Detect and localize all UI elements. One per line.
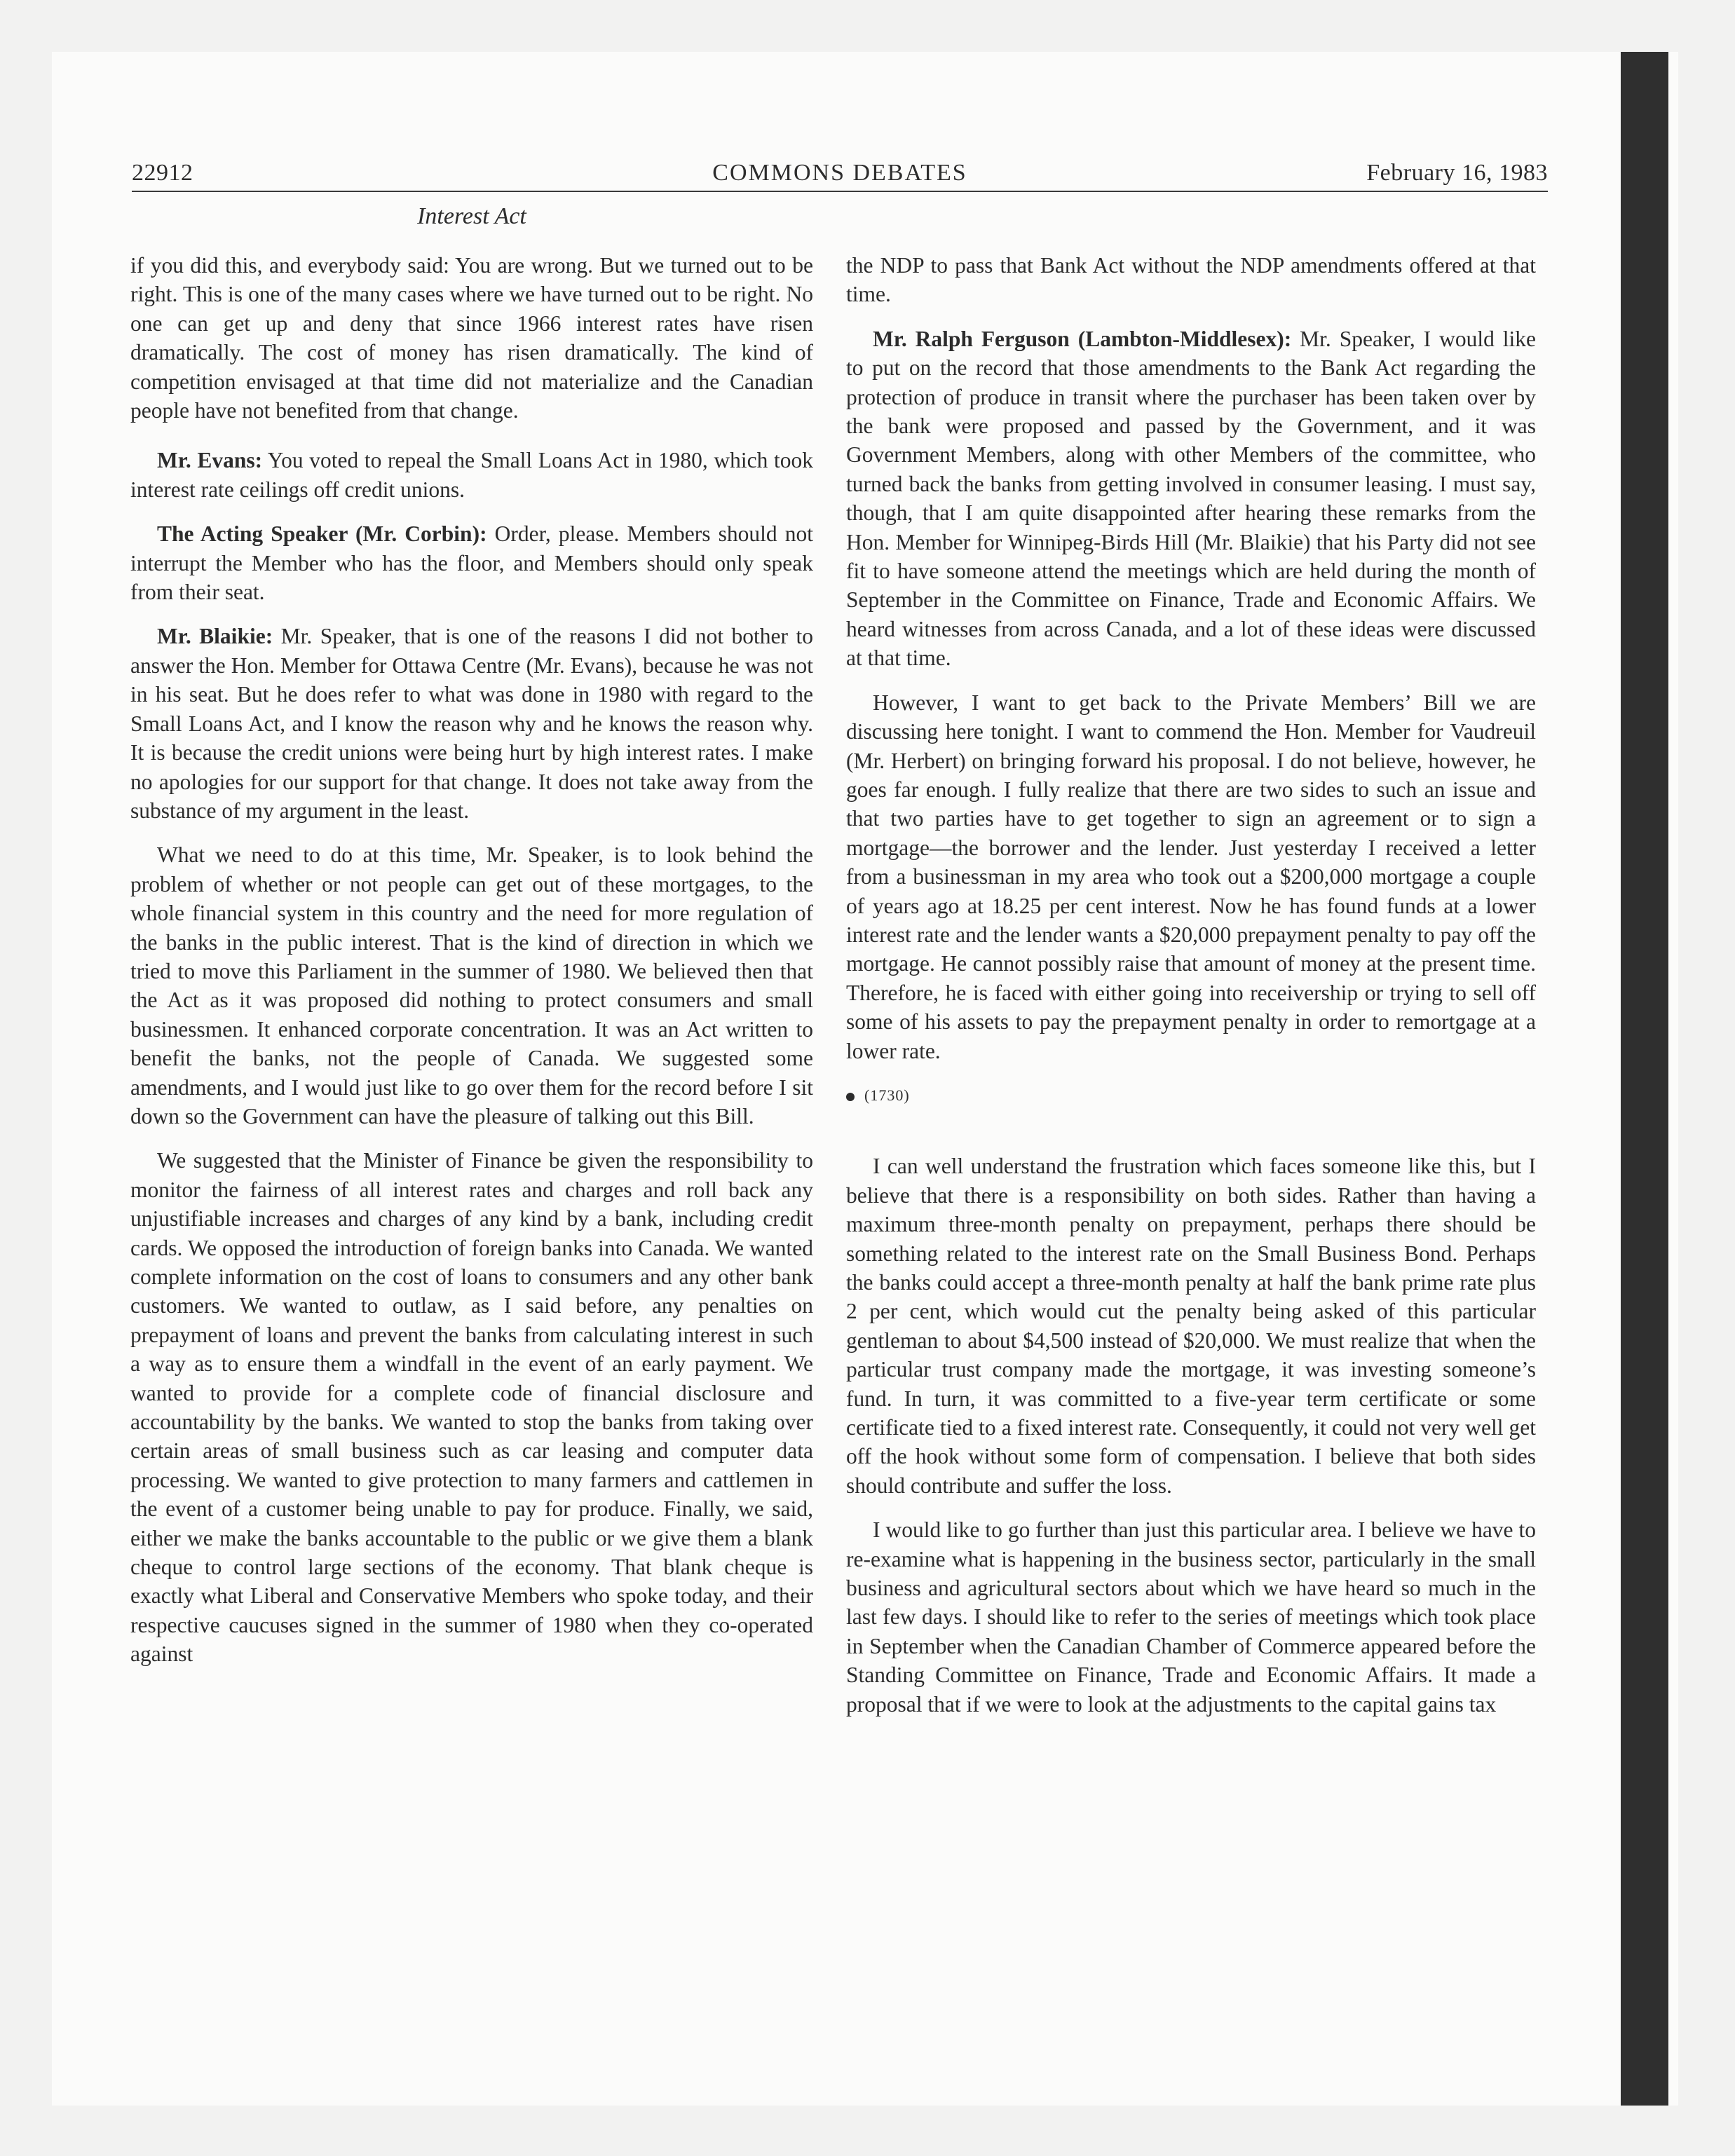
scan-edge-shadow — [1621, 52, 1668, 2106]
paragraph: What we need to do at this time, Mr. Speaker, is to look behind the problem of whether or not people can get out of these mortgages, to the whole financial system in this country and the need for more regulation of the banks in the public interest. That is the kind of direction in which we tried to move this Parliament in the summer of 1980. We believed then that the Act as it was proposed did nothing to protect consumers and small businessmen. It enhanced corporate concentration. It was an Act written to benefit the banks, not the people of Canada. We suggested some amendments, and I would just like to go over them for the record before I sit down so the Government can have the pleasure of talking out this Bill. — [130, 842, 813, 1128]
time-marker-text: (1730) — [864, 1086, 910, 1104]
page-number: 22912 — [132, 160, 193, 186]
paragraph: We suggested that the Minister of Finance be given the responsibility to monitor the fairness of all interest rates and charges and roll back any unjustifiable increases and charges of any kind by a bank, including credit cards. We opposed the introduction of foreign banks into Canada. We wanted complete information on the cost of loans to consumers and any other bank customers. We wanted to outlaw, as I said before, any penalties on prepayment of loans and prevent the banks from calculating interest in such a way as to ensure them a windfall in the event of an early payment. We wanted to provide for a complete code of financial disclosure and accountability by the banks. We wanted to stop the banks from taking over certain areas of small business such as car leasing and computer data processing. We wanted to give protection to many farmers and cattlemen in the event of a customer being unable to pay for produce. Finally, we said, either we make the banks accountable to the public or we give them a blank cheque to control large sections of the economy. That blank cheque is exactly what Liberal and Conservative Members who spoke today, and their respective caucuses signed in the summer of 1980 when they co-operated against — [130, 1148, 813, 1667]
speech-paragraph — [130, 622, 813, 825]
paragraph: I would like to go further than just this particular area. I believe we have to re-examine what is happening in the business sector, particularly in the small business and agricultural sectors about which we have heard so much in the last few days. I should like to refer to the series of meetings which took place in September when the Canadian Chamber of Commerce appeared before the Standing Committee on Finance, Trade and Economic Affairs. It made a proposal that if we were to look at the adjustments to the capital gains tax — [846, 1517, 1536, 1717]
header-date: February 16, 1983 — [1366, 160, 1548, 186]
publication-title: COMMONS DEBATES — [712, 160, 967, 186]
paragraph: However, I want to get back to the Private Members’ Bill we are discussing here tonight. I want to commend the Hon. Member for Vaudreuil (Mr. Herbert) on bringing forward his proposal. I do not believe, however, he goes far enough. I fully realize that there are two sides to such an issue and that two parties have to get together to sign an agreement or to sign a mortgage—the borrower and the lender. Just yesterday I received a letter from a businessman in my area who took out a $200,000 mortgage a couple of years ago at 18.25 per cent interest. Now he has found funds at a lower interest rate and the lender wants a $20,000 prepayment penalty to pay off the mortgage. He cannot possibly raise that amount of money at the present time. Therefore, he is faced with either going into receivership or trying to sell off some of his assets to pay the prepayment penalty in order to remortgage at a lower rate. — [846, 690, 1536, 1063]
speaker-name: Mr. Blaikie: — [157, 624, 273, 649]
right-column — [846, 251, 1536, 1734]
speech-paragraph — [846, 325, 1536, 673]
speaker-name: The Acting Speaker (Mr. Corbin): — [157, 521, 487, 547]
header-rule — [132, 191, 1548, 192]
paragraph: if you did this, and everybody said: You are wrong. But we turned out to be right. This is one of the many cases where we have turned out to be right. No one can get up and deny that since 1966 interest rates have risen dramatically. The cost of money has risen dramatically. The kind of competition envisaged at that time did not materialize and the Canadian people have not benefited from that change. — [130, 253, 813, 423]
time-marker — [846, 1081, 1536, 1110]
speech-text: You voted to repeal the Small Loans Act in 1980, which took interest rate ceilings off credit unions. — [130, 448, 813, 502]
left-column — [130, 251, 813, 1684]
bullet-icon — [846, 1093, 855, 1101]
speaker-name: Mr. Evans: — [157, 448, 263, 473]
paragraph: the NDP to pass that Bank Act without the NDP amendments offered at that time. — [846, 253, 1536, 307]
speaker-name: Mr. Ralph Ferguson (Lambton-Middlesex): — [873, 326, 1292, 351]
speech-text: Mr. Speaker, I would like to put on the record that those amendments to the Bank Act regarding the protection of produce in transit where the purchaser has been taken over by the bank were proposed and passed by the Government, and it was Government Members, along with other Members of the committee, who turned back the banks from getting involved in consumer leasing. I must say, though, that I am quite disappointed after hearing these remarks from the Hon. Member for Winnipeg-Birds Hill (Mr. Blaikie) that his Party did not see fit to have someone attend the meetings which are held during the month of September in the Committee on Finance, Trade and Economic Affairs. We heard witnesses from across Canada, and a lot of these ideas were discussed at that time. — [846, 326, 1536, 671]
speech-paragraph — [130, 446, 813, 504]
running-head: Interest Act — [417, 203, 526, 229]
paragraph: I can well understand the frustration which faces someone like this, but I believe that there is a responsibility on both sides. Rather than having a maximum three-month penalty on prepayment, perhaps there should be something related to the interest rate on the Small Business Bond. Perhaps the banks could accept a three-month penalty at half the bank prime rate plus 2 per cent, which would cut the penalty being asked of this particular gentleman to about $4,500 instead of $20,000. We must realize that when the particular trust company made the mortgage, it was investing someone’s fund. In turn, it was committed to a five-year term certificate or some certificate tied to a fixed interest rate. Consequently, it could not very well get off the hook without some form of compensation. I believe that both sides should contribute and suffer the loss. — [846, 1154, 1536, 1498]
speech-text: Mr. Speaker, that is one of the reasons I did not bother to answer the Hon. Member for Ottawa Centre (Mr. Evans), because he was not in his seat. But he does refer to what was done in 1980 with regard to the Small Loans Act, and I know the reason why and he knows the reason why. It is because the credit unions were being hurt by high interest rates. I make no apologies for our support for that change. It does not take away from the substance of my argument in the least. — [130, 624, 813, 823]
speech-paragraph — [130, 519, 813, 606]
speech-text: Order, please. Members should not interrupt the Member who has the floor, and Members should only speak from their seat. — [130, 521, 813, 605]
page-header — [132, 160, 1548, 195]
